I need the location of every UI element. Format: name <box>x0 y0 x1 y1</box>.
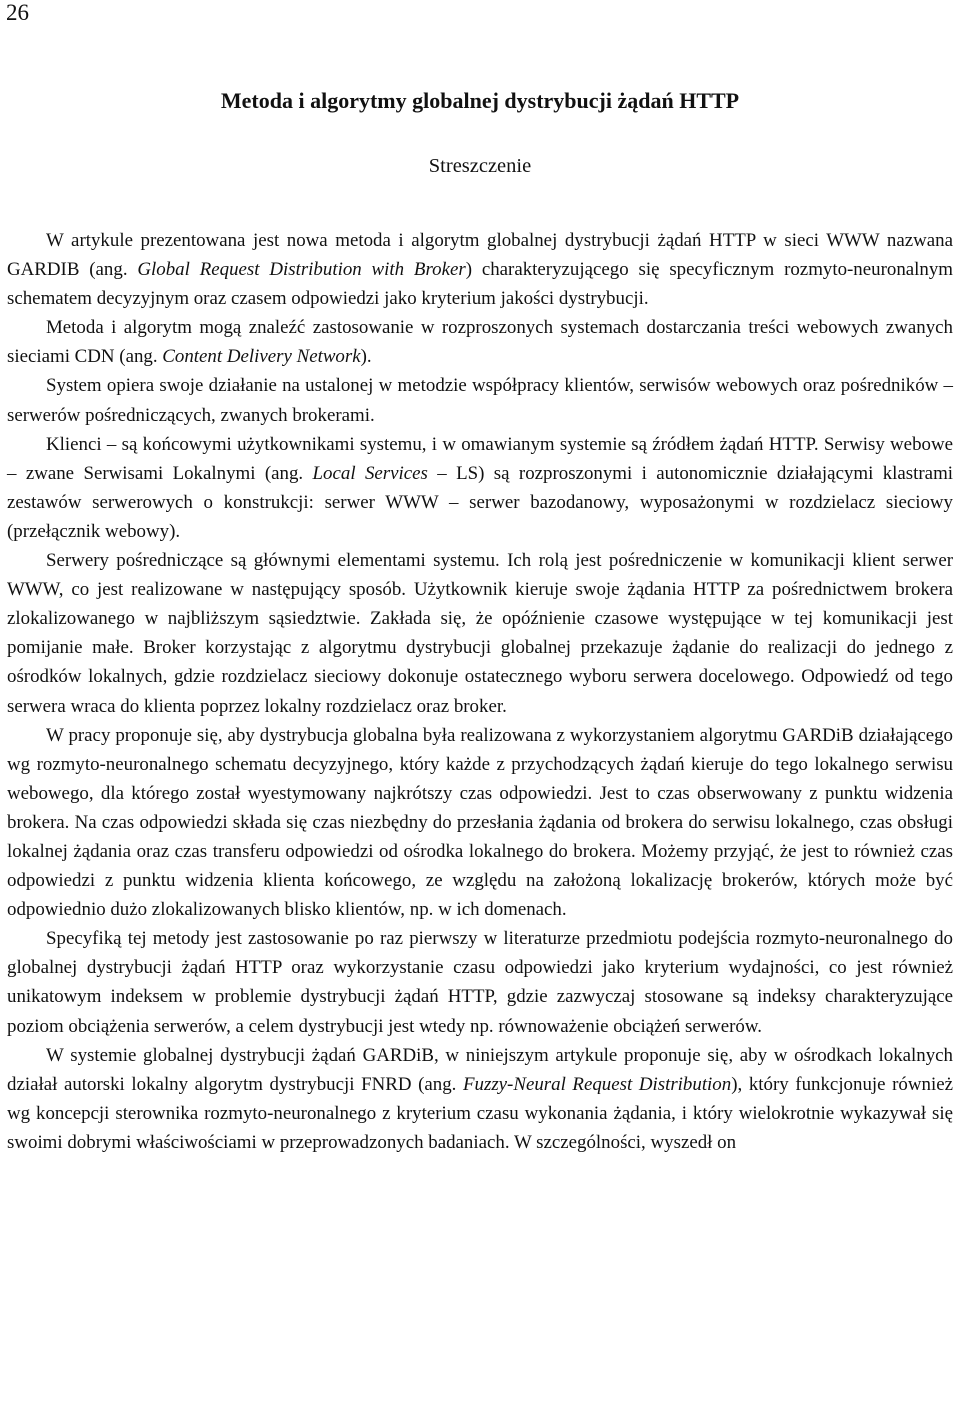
article-title: Metoda i algorytmy globalnej dystrybucji żądań HTTP <box>220 88 740 113</box>
paragraph-intro-text-b: ) charakteryzującego się specyficznym rozmyto-neuronalnym schematem decyzyjnym oraz czasem odpowiedzi jako kryterium jakości dystrybucji. <box>7 259 953 310</box>
paragraph-proposal: W pracy proponuje się, aby dystrybucja globalna była realizowana z wykorzystaniem algorytmu GARDiB działającego wg rozmyto-neuronalnego schematu decyzyjnego, który każde z przychodzących żądań kieruje do tego lokalnego serwisu webowego, dla którego został wyestymowany najkrótszy czas odpowiedzi. Jest to czas obserwowany z punktu widzenia brokera. Na czas odpowiedzi składa się czas niezbędny do przesłania żądania od brokera do serwisu lokalnego, czas obsługi lokalnej żądania oraz czas transferu odpowiedzi od ośrodka lokalnego do brokera. Możemy przyjąć, że jest to również czas odpowiedzi z punktu widzenia klienta końcowego, ze względu na założoną lokalizację brokerów, których może być odpowiednio dużo zlokalizowanych blisko klientów, np. w ich domenach. <box>7 724 953 921</box>
paragraph-specifics: Specyfiką tej metody jest zastosowanie po raz pierwszy w literaturze przedmiotu podejścia rozmyto-neuronalnego do globalnej dystrybucji żądań HTTP oraz wykorzystanie czasu odpowiedzi jako kryterium wydajności, co jest również unikatowym indeksem w problemie dystrybucji żądań HTTP, gdzie zazwyczaj stosowane są indeksy charakteryzujące poziom obciążenia serwerów, a celem dystrybucji jest wtedy np. równoważenie obciążeń serwerów. <box>7 928 953 1037</box>
term-cdn-expansion: Content Delivery Network <box>162 346 361 368</box>
paragraph-clients <box>7 430 953 546</box>
article-body <box>7 226 953 1157</box>
abstract-heading: Streszczenie <box>428 155 532 177</box>
paragraph-clients-text-a: Klienci – są końcowymi użytkownikami systemu, i w omawianym systemie są źródłem żądań HTTP. Serwisy webowe – zwane Serwisami Lokalnymi (ang. <box>7 433 953 484</box>
paragraph-cdn-text-a: Metoda i algorytm mogą znaleźć zastosowanie w rozproszonych systemach dostarczania treści webowych zwanych sieciami CDN (ang. <box>7 317 953 368</box>
paragraph-intro-text-a: W artykule prezentowana jest nowa metoda i algorytm globalnej dystrybucji żądań HTTP w sieci WWW nazwana GARDIB (ang. <box>7 230 953 281</box>
paragraph-intro <box>7 226 953 313</box>
term-fnrd-expansion: Fuzzy-Neural Request Distribution <box>462 1073 732 1095</box>
term-ls-expansion: Local Services <box>312 462 428 484</box>
paragraph-fnrd-text-a: W systemie globalnej dystrybucji żądań GARDiB, w niniejszym artykule proponuje się, aby w ośrodkach lokalnych działał autorski lokalny algorytm dystrybucji FNRD (ang. <box>7 1044 953 1095</box>
term-gardib-expansion: Global Request Distribution with Broker <box>137 259 466 281</box>
paragraph-cdn <box>7 313 953 371</box>
paragraph-fnrd-text-b: ), który funkcjonuje również wg koncepcji sterownika rozmyto-neuronalnego z kryterium czasu wykonania żądania, i który wielokrotnie wykazywał się swoimi dobrymi właściwościami w przeprowadzonych badaniach. W szczególności, wyszedł on <box>7 1073 953 1153</box>
paragraph-cdn-text-b: ). <box>360 346 372 368</box>
page-number: 26 <box>6 0 29 25</box>
paragraph-brokers: Serwery pośredniczące są głównymi elementami systemu. Ich rolą jest pośredniczenie w komunikacji klient serwer WWW, co jest realizowane w następujący sposób. Użytkownik kieruje swoje żądania HTTP za pośrednictwem brokera zlokalizowanego w najbliższym sąsiedztwie. Zakłada się, że opóźnienie czasowe występujące w tej komunikacji jest pomijanie małe. Broker korzystając z algorytmu dystrybucji globalnej przekazuje żądanie do realizacji do jednego z ośrodków lokalnych, gdzie rozdzielacz sieciowy dokonuje ostatecznego wyboru serwera docelowego. Odpowiedź od tego serwera wraca do klienta poprzez lokalny rozdzielacz oraz broker. <box>7 550 953 717</box>
paragraph-clients-text-b: – LS) są rozproszonymi i autonomicznie działającymi klastrami zestawów serwerowych o konstrukcji: serwer WWW – serwer bazodanowy, wyposażonymi w rozdzielacz sieciowy (przełącznik webowy). <box>7 462 954 542</box>
paragraph-system: System opiera swoje działanie na ustalonej w metodzie współpracy klientów, serwisów webowych oraz pośredników – serwerów pośredniczących, zwanych brokerami. <box>7 375 953 426</box>
paragraph-fnrd <box>7 1041 953 1157</box>
